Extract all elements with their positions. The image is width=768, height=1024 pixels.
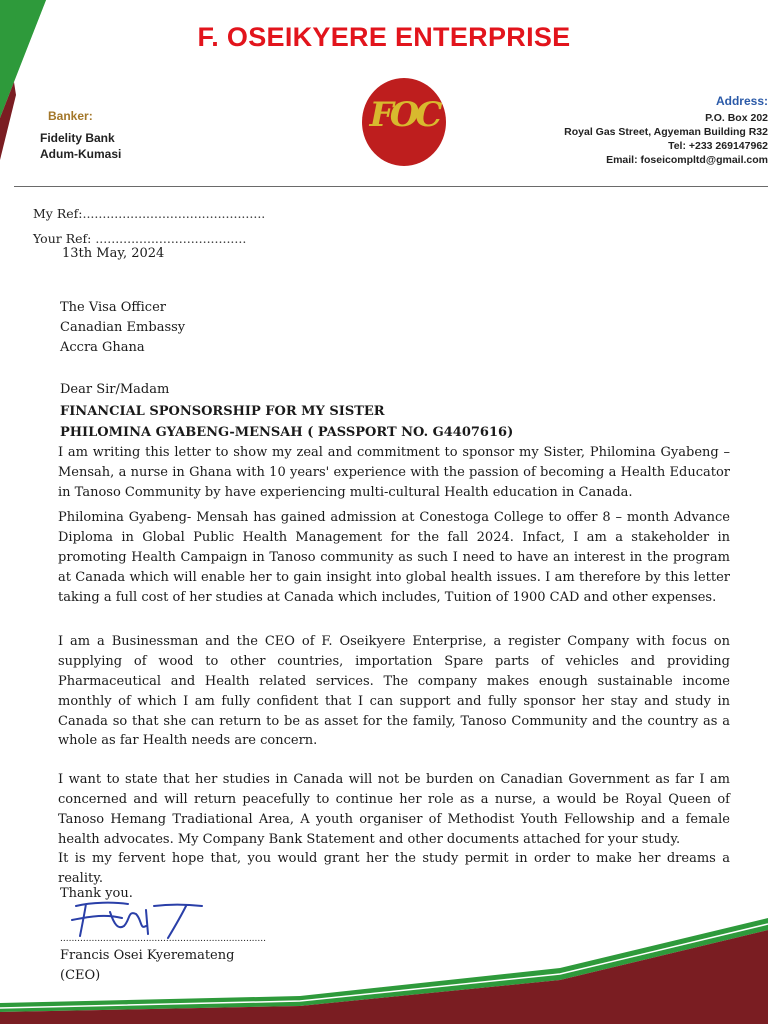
body-paragraph: It is my fervent hope that, you would grant her the study permit in order to make her dreams a reality.	[58, 851, 730, 887]
recipient-line: Canadian Embassy	[60, 320, 186, 335]
address-block	[564, 94, 768, 167]
letter-body	[58, 443, 730, 889]
body-paragraph: I am writing this letter to show my zeal and commitment to sponsor my Sister, Philomina Gyabeng – Mensah, a nurse in Ghana with 10 years' experience with the passion of becoming a Health Educator in Tanoso Community by have experiencing multi-cultural Health education in Canada.	[58, 445, 730, 500]
signer-name: Francis Osei Kyeremateng	[60, 948, 235, 963]
my-ref-line	[33, 201, 265, 226]
banker-label: Banker:	[48, 109, 93, 123]
company-name: F. OSEIKYERE ENTERPRISE	[197, 22, 571, 52]
recipient-block	[60, 298, 185, 358]
signer-block	[60, 946, 234, 986]
my-ref-value: ..............................................	[82, 206, 266, 221]
banker-line: Adum-Kumasi	[40, 147, 122, 161]
your-ref-value: ......................................	[95, 231, 247, 246]
letter-date: 13th May, 2024	[62, 246, 165, 261]
address-line: Royal Gas Street, Agyeman Building R32	[564, 126, 768, 138]
logo-text: FOC	[369, 95, 439, 135]
address-line: Email: foseicompltd@gmail.com	[606, 154, 768, 166]
recipient-line: Accra Ghana	[60, 340, 145, 355]
signoff: Thank you.	[60, 886, 133, 901]
subject-line: FINANCIAL SPONSORSHIP FOR MY SISTER	[60, 404, 385, 419]
body-paragraph: Philomina Gyabeng- Mensah has gained admission at Conestoga College to offer 8 – month Advance Diploma in Global Public Health Management for the fall 2024. Infact, I am a stakeholder in promoting Health Campaign in Tanoso community as such I need to have an interest in the program at Canada which will enable her to gain insight into global health issues. I am therefore by this letter taking a full cost of her studies at Canada which includes, Tuition of 1900 CAD and other expenses.	[58, 510, 730, 605]
address-line: P.O. Box 202	[705, 112, 768, 124]
body-paragraph: I want to state that her studies in Canada will not be burden on Canadian Government as far I am concerned and will return peacefully to continue her role as a nurse, a would be Royal Queen of Tanoso Hemang Tradiational Area, A youth organiser of Methodist Youth Fellowship and a female health advocates. My Company Bank Statement and other documents attached for your study.	[58, 772, 730, 847]
signature-line: ........................................................................	[60, 934, 266, 944]
recipient-line: The Visa Officer	[60, 300, 166, 315]
address-line: Tel: +233 269147962	[668, 140, 768, 152]
banker-line: Fidelity Bank	[40, 131, 115, 145]
body-paragraph: I am a Businessman and the CEO of F. Oseikyere Enterprise, a register Company with focus on supplying of wood to other countries, importation Spare parts of vehicles and providing Pharmaceutical and Health related services. The company makes enough sustainable income monthly of which I am fully confident that I can support and fully sponsor her stay and study in Canada so that she can return to be as asset for the family, Tanoso Community and the country as a whole as far Health needs are concern.	[58, 634, 730, 749]
reference-block	[33, 201, 265, 251]
your-ref-label: Your Ref:	[33, 231, 92, 246]
company-logo	[362, 78, 446, 166]
subject-block	[60, 401, 513, 443]
my-ref-label: My Ref:	[33, 206, 83, 221]
subject-line: PHILOMINA GYABENG-MENSAH ( PASSPORT NO. G4407616)	[60, 425, 514, 440]
banker-block	[40, 108, 121, 162]
address-label: Address:	[715, 94, 768, 108]
header-divider	[14, 186, 768, 187]
signer-title: (CEO)	[60, 968, 101, 983]
salutation: Dear Sir/Madam	[60, 382, 170, 397]
